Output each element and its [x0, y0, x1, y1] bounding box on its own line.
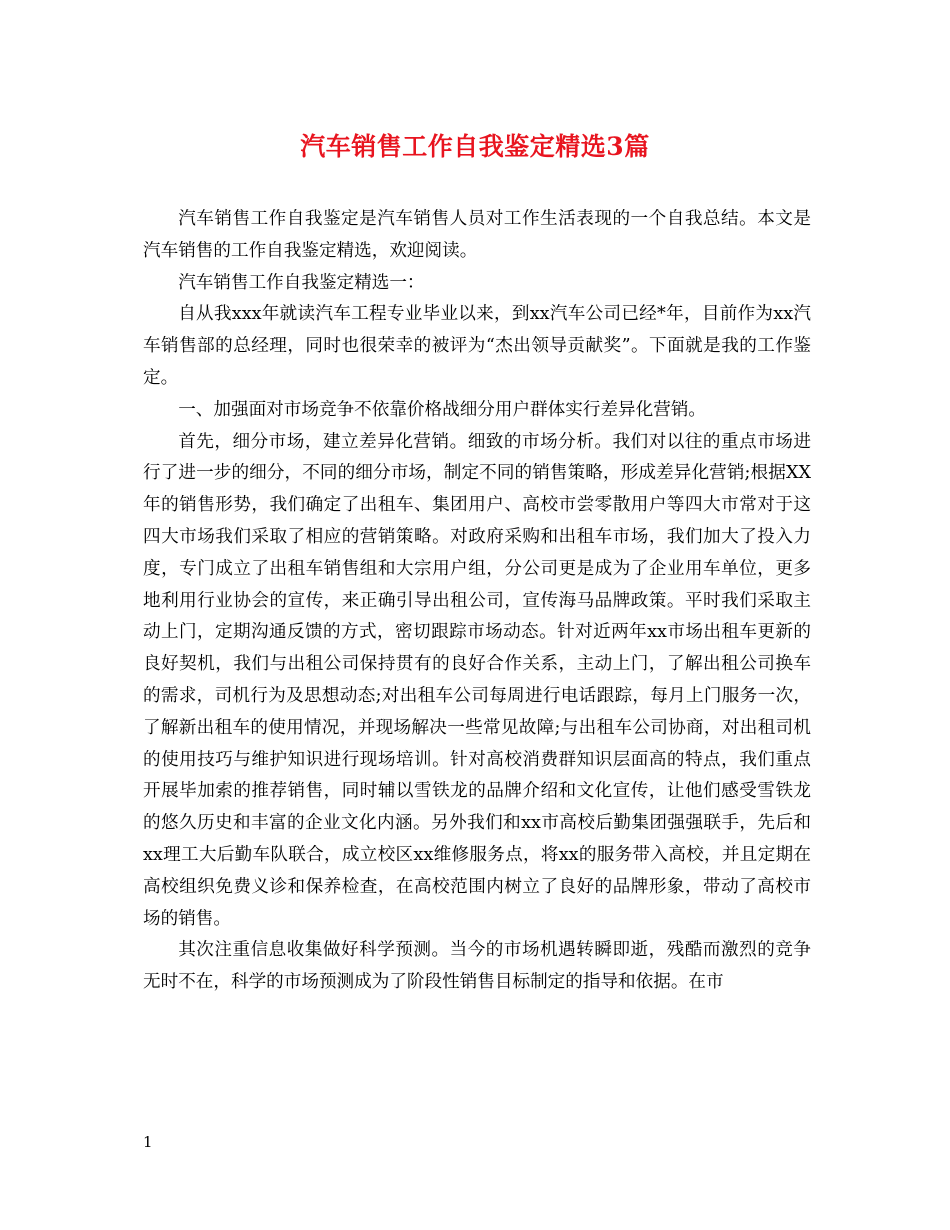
paragraph: 汽车销售工作自我鉴定是汽车销售人员对工作生活表现的一个自我总结。本文是汽车销售的工作自我鉴定精选，欢迎阅读。 [143, 209, 811, 261]
paragraph: 汽车销售工作自我鉴定精选一： [178, 272, 425, 293]
document-title: 汽车销售工作自我鉴定精选3篇 [300, 132, 650, 161]
page-number: 1 [143, 1133, 153, 1151]
paragraph: 自从我xxx年就读汽车工程专业毕业以来，到xx汽车公司已经*年，目前作为xx汽车销售部的总经理，同时也很荣幸的被评为“杰出领导贡献奖”。下面就是我的工作鉴定。 [143, 304, 811, 388]
document-body [143, 204, 811, 999]
paragraph: 一、加强面对市场竞争不依靠价格战细分用户群体实行差异化营销。 [178, 399, 707, 420]
paragraph: 其次注重信息收集做好科学预测。当今的市场机遇转瞬即逝，残酷而激烈的竞争无时不在，科学的市场预测成为了阶段性销售目标制定的指导和依据。在市 [143, 940, 811, 993]
paragraph: 首先，细分市场，建立差异化营销。细致的市场分析。我们对以往的重点市场进行了进一步的细分，不同的细分市场，制定不同的销售策略，形成差异化营销;根据XX年的销售形势，我们确定了出租车、集团用户、高校市尝零散用户等四大市常对于这四大市场我们采取了相应的营销策略。对政府采购和出租车市场，我们加大了投入力度，专门成立了出租车销售组和大宗用户组，分公司更是成为了企业用车单位，更多地利用行业协会的宣传，来正确引导出租公司，宣传海马品牌政策。平时我们采取主动上门，定期沟通反馈的方式，密切跟踪市场动态。针对近两年xx市场出租车更新的良好契机，我们与出租公司保持贯有的良好合作关系，主动上门，了解出租公司换车的需求，司机行为及思想动态;对出租车公司每周进行电话跟踪，每月上门服务一次，了解新出租车的使用情况，并现场解决一些常见故障;与出租车公司协商，对出租司机的使用技巧与维护知识进行现场培训。针对高校消费群知识层面高的特点，我们重点开展毕加索的推荐销售，同时辅以雪铁龙的品牌介绍和文化宣传，让他们感受雪铁龙的悠久历史和丰富的企业文化内涵。另外我们和xx市高校后勤集团强强联手，先后和xx理工大后勤车队联合，成立校区xx维修服务点，将xx的服务带入高校，并且定期在高校组织免费义诊和保养检查，在高校范围内树立了良好的品牌形象，带动了高校市场的销售。 [143, 431, 811, 929]
